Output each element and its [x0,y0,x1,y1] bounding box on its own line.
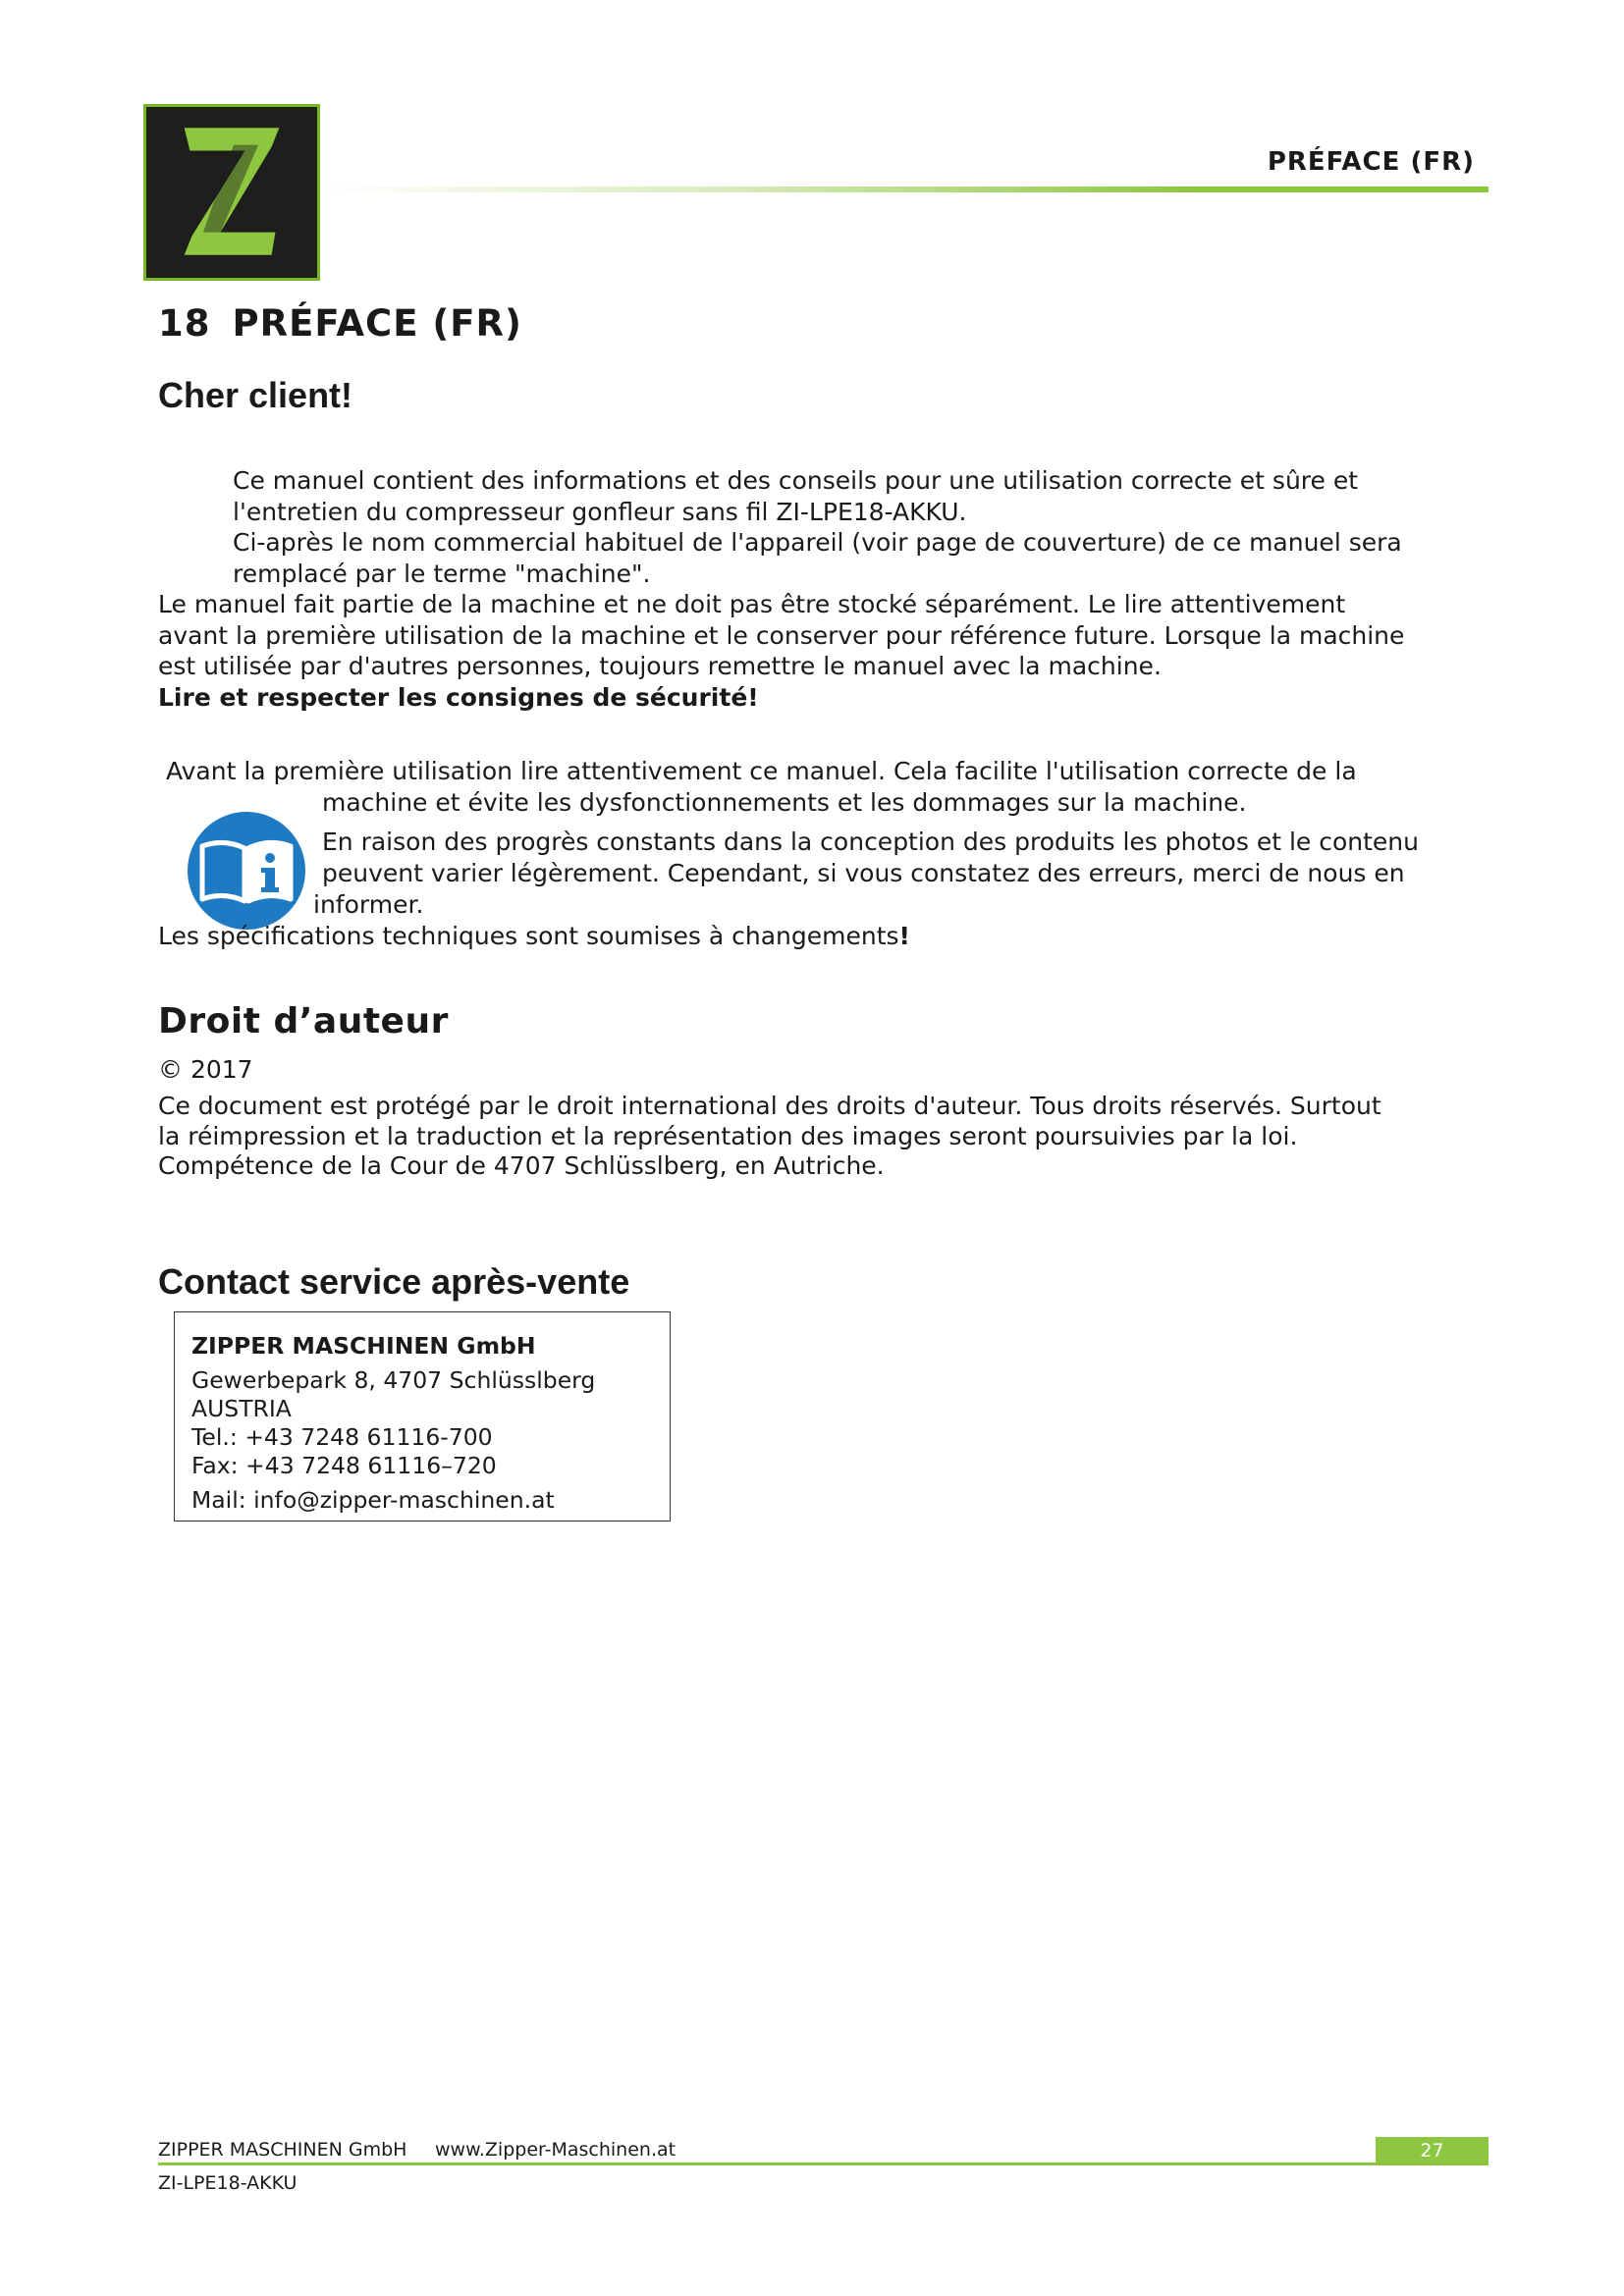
section-heading [158,302,522,345]
intro-line: Le manuel fait partie de la machine et ne doit pas être stocké séparément. Le lire attentivement [158,590,1346,618]
footer-website[interactable]: www.Zipper-Maschinen.at [435,2139,677,2161]
safety-note: Lire et respecter les consignes de sécurité! [158,682,759,712]
page-number: 27 [1376,2137,1489,2164]
copyright-year: © 2017 [158,1055,253,1084]
footer-model: ZI-LPE18-AKKU [158,2172,298,2194]
header-title: PRÉFACE (FR) [1267,147,1475,177]
copyright-line: la réimpression et la traduction et la représentation des images seront poursuivies par la loi. [158,1121,1298,1150]
intro-line: remplacé par le terme "machine". [233,559,651,588]
copyright-heading: Droit d’auteur [158,1001,449,1041]
spec-text: Les spécifications techniques sont soumises à changements [158,922,899,950]
intro-line: Ci-après le nom commercial habituel de l'appareil (voir page de couverture) de ce manuel sera [233,528,1402,557]
contact-heading: Contact service après-vente [158,1261,630,1302]
contact-box [174,1311,671,1522]
contact-details [191,1332,595,1515]
intro-line: avant la première utilisation de la machine et le conserver pour référence future. Lorsque la machine [158,620,1405,650]
section-number: 18 [158,302,211,345]
intro-line: est utilisée par d'autres personnes, toujours remettre le manuel avec la machine. [158,652,1162,680]
contact-country: AUSTRIA [191,1395,292,1422]
section-title: PRÉFACE (FR) [232,302,522,345]
contact-mail[interactable]: Mail: info@zipper-maschinen.at [191,1486,555,1514]
footer-company: ZIPPER MASCHINEN GmbH [158,2139,407,2161]
contact-fax: Fax: +43 7248 61116–720 [191,1452,497,1479]
notice-line-1: Avant la première utilisation lire attentivement ce manuel. Cela facilite l'utilisation correcte de la [166,757,1357,785]
logo-z-icon [146,107,317,278]
notice-line-5: informer. [313,890,424,919]
spec-exclamation: ! [898,922,910,950]
contact-tel: Tel.: +43 7248 61116-700 [191,1423,493,1451]
notice-line-2: machine et évite les dysfonctionnements et les dommages sur la machine. [322,788,1247,817]
zipper-logo [143,104,320,281]
greeting-heading: Cher client! [158,375,353,415]
intro-indented [233,465,1402,589]
notice-line-3: En raison des progrès constants dans la conception des produits les photos et le contenu [322,828,1419,856]
copyright-line: Ce document est protégé par le droit international des droits d'auteur. Tous droits réservés. Surtout [158,1092,1381,1120]
info-manual-icon [187,811,306,931]
header-divider [322,187,1489,192]
intro-paragraph [158,589,1404,713]
intro-line: l'entretien du compresseur gonfleur sans fil ZI-LPE18-AKKU. [233,497,967,526]
copyright-line: Compétence de la Cour de 4707 Schlüsslberg, en Autriche. [158,1151,885,1180]
intro-line: Ce manuel contient des informations et des conseils pour une utilisation correcte et sûre et [233,466,1359,495]
footer-divider [158,2163,1489,2165]
spec-note [158,921,910,952]
contact-address: Gewerbepark 8, 4707 Schlüsslberg [191,1366,596,1394]
contact-company: ZIPPER MASCHINEN GmbH [191,1332,536,1360]
copyright-paragraph [158,1092,1381,1182]
notice-line-4: peuvent varier légèrement. Cependant, si vous constatez des erreurs, merci de nous en [322,859,1405,887]
